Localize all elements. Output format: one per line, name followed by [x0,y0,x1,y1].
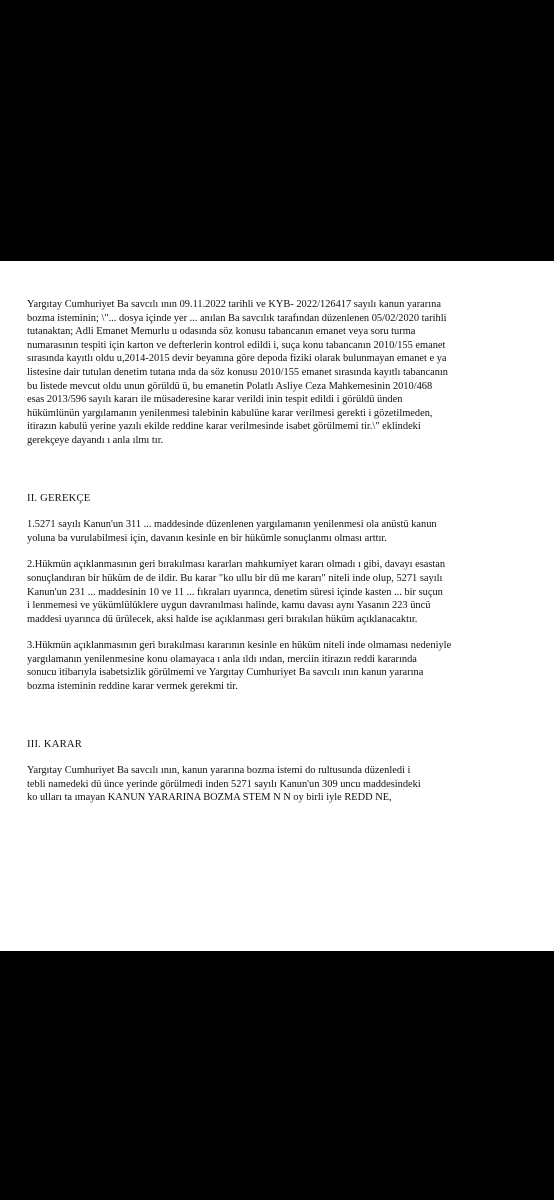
text-line: i lenmemesi ve yükümlülüklere uygun davranılması halinde, kamu davası aynı Yasanın 223 üncü [27,600,431,612]
text-line: bu listede mevcut oldu unun görüldü ü, bu emanetin Polatlı Asliye Ceza Mahkemesinin 2010/468 [27,380,433,392]
gerekce-paragraph-2 [27,558,529,626]
text-line: bozma isteminin; \"... dosya içinde yer ... anılan Ba savcılık tarafından düzenlenen 05/02/2020 tarihli [27,312,447,324]
text-line: numarasının tespiti için karton ve defterlerin kontrol edildi i, suça konu tabancanın 2010/155 emanet [27,339,446,351]
spacer [27,694,529,738]
text-line: Yargıtay Cumhuriyet Ba savcılı ının, kanun yararına bozma istemi do rultusunda düzenledi i [27,765,411,777]
text-line: hükümlünün yargılamanın yenilenmesi talebinin kabulüne karar verilmesi gerekti i gözetilmeden, [27,407,433,419]
text-line: sırasında kayıtlı oldu u,2014-2015 devir beyanına göre depoda fiziki olarak bulunmayan emanet e ya [27,353,447,365]
gerekce-paragraph-3 [27,639,529,693]
spacer [27,448,529,492]
spacer [27,505,529,518]
spacer [27,751,529,764]
text-line: tebli namedeki dü ünce yerinde görülmedi inden 5271 sayılı Kanun'un 309 uncu maddesindeki [27,778,421,790]
spacer [27,545,529,558]
text-line: Kanun'un 231 ... maddesinin 10 ve 11 ... fıkraları uyarınca, denetim süresi içinde kasten ... bir suçun [27,586,443,598]
text-line: maddesi uyarınca dü ürülecek, aksi halde ise açıklanması geri bırakılan hüküm açıklanacaktır. [27,613,418,625]
intro-paragraph [27,298,529,448]
text-line: listesine dair tutulan denetim tutana ında da söz konusu 2010/155 emanet sırasında kayıtlı tabancanın [27,366,449,378]
text-line: yargılamanın yenilenmesine konu olamayaca ı anla ıldı ından, merciin itirazın reddi kararında [27,653,417,665]
text-line: sonucu itibarıyla isabetsizlik görülmemi ve Yargıtay Cumhuriyet Ba savcılı ının kanun yararına [27,667,424,679]
karar-paragraph [27,764,529,805]
text-line: sonuçlandıran bir hüküm de de ildir. Bu karar "ko ullu bir dü me kararı" niteli inde olup, 5271 sayılı [27,572,443,584]
text-line: gerekçeye dayandı ı anla ılmı tır. [27,434,164,446]
text-line: 1.5271 sayılı Kanun'un 311 ... maddesinde düzenlenen yargılamanın yenilenmesi ola anüstü kanun [27,519,437,531]
text-line: 3.Hükmün açıklanmasının geri bırakılması kararının kesinle en hüküm niteli inde olmaması nedeniyle [27,640,452,652]
text-line: esas 2013/596 sayılı kararı ile müsaderesine karar verildi inin tespit edildi i görüldü ünden [27,394,403,406]
document-page [0,261,554,951]
section-heading-karar: III. KARAR [27,738,82,750]
text-line: Yargıtay Cumhuriyet Ba savcılı ının 09.11.2022 tarihli ve KYB- 2022/126417 sayılı kanun yararına [27,299,441,310]
section-heading-gerekce: II. GEREKÇE [27,492,91,504]
text-line: tutanaktan; Adli Emanet Memurlu u odasında söz konusu tabancanın emanet veya soru turma [27,326,416,338]
text-line: itirazın kabulü yerine yazılı ekilde reddine karar verilmesinde isabet görülmemi tir.\" eklindeki [27,421,421,433]
text-line: yoluna ba vurulabilmesi için, davanın kesinle en bir hükümle sonuçlanmı olması arttır. [27,532,387,544]
text-line: ko ulları ta ımayan KANUN YARARINA BOZMA STEM N N oy birli iyle REDD NE, [27,792,392,804]
gerekce-paragraph-1 [27,518,529,545]
spacer [27,626,529,639]
text-line: 2.Hükmün açıklanmasının geri bırakılması kararları mahkumiyet kararı olmadı ı gibi, davayı esastan [27,559,446,571]
text-line: bozma isteminin reddine karar vermek gerekmi tir. [27,681,238,693]
